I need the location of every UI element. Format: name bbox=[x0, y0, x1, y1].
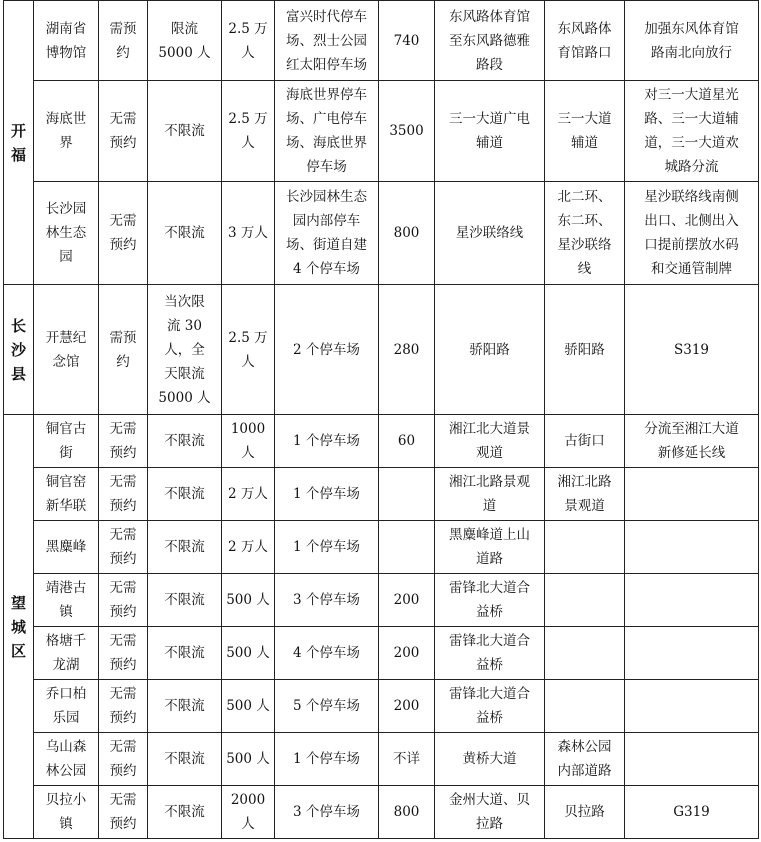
congestion-road-cell: 雷锋北大道合 益桥 bbox=[435, 680, 545, 733]
control-point-cell: 贝拉路 bbox=[545, 786, 625, 839]
venue-name-cell: 贝拉小 镇 bbox=[34, 786, 99, 839]
reservation-cell: 需预 约 bbox=[99, 285, 148, 415]
congestion-road-cell: 湘江北大道景 观道 bbox=[435, 415, 545, 468]
capacity-cell: 1000 人 bbox=[222, 415, 275, 468]
reservation-cell: 无需 预约 bbox=[99, 182, 148, 285]
table-row bbox=[4, 733, 759, 786]
control-point-cell bbox=[545, 521, 625, 574]
table-row bbox=[4, 285, 759, 415]
diversion-measure-cell bbox=[625, 521, 759, 574]
control-point-cell: 湘江北路 景观道 bbox=[545, 468, 625, 521]
parking-spaces-cell bbox=[379, 468, 435, 521]
parking-cell: 1 个停车场 bbox=[275, 468, 379, 521]
parking-cell: 3 个停车场 bbox=[275, 574, 379, 627]
flow-limit-cell: 不限流 bbox=[148, 182, 222, 285]
table-row bbox=[4, 521, 759, 574]
diversion-measure-cell: 加强东风体育馆 路南北向放行 bbox=[625, 1, 759, 81]
capacity-cell: 2.5 万 人 bbox=[222, 285, 275, 415]
flow-limit-cell: 限流 5000 人 bbox=[148, 1, 222, 81]
parking-spaces-cell: 200 bbox=[379, 680, 435, 733]
venue-name-cell: 乌山森 林公园 bbox=[34, 733, 99, 786]
capacity-cell: 500 人 bbox=[222, 680, 275, 733]
table-row bbox=[4, 1, 759, 81]
flow-limit-cell: 不限流 bbox=[148, 680, 222, 733]
parking-spaces-cell: 800 bbox=[379, 786, 435, 839]
diversion-measure-cell: 对三一大道星光 路、三一大道辅 道，三一大道欢 城路分流 bbox=[625, 81, 759, 182]
venue-name-cell: 长沙园 林生态 园 bbox=[34, 182, 99, 285]
diversion-measure-cell: 分流至湘江大道 新修延长线 bbox=[625, 415, 759, 468]
parking-spaces-cell: 3500 bbox=[379, 81, 435, 182]
control-point-cell: 三一大道 辅道 bbox=[545, 81, 625, 182]
congestion-road-cell: 湘江北路景观 道 bbox=[435, 468, 545, 521]
control-point-cell bbox=[545, 627, 625, 680]
district-cell: 望 城 区 bbox=[4, 415, 34, 839]
venue-name-cell: 湖南省 博物馆 bbox=[34, 1, 99, 81]
district-cell: 开 福 bbox=[4, 1, 34, 285]
capacity-cell: 2.5 万 人 bbox=[222, 81, 275, 182]
capacity-cell: 2 万人 bbox=[222, 521, 275, 574]
reservation-cell: 无需 预约 bbox=[99, 627, 148, 680]
capacity-cell: 2000 人 bbox=[222, 786, 275, 839]
reservation-cell: 无需 预约 bbox=[99, 680, 148, 733]
congestion-road-cell: 雷锋北大道合 益桥 bbox=[435, 574, 545, 627]
control-point-cell: 骄阳路 bbox=[545, 285, 625, 415]
table-body bbox=[4, 1, 759, 839]
control-point-cell bbox=[545, 680, 625, 733]
reservation-cell: 无需 预约 bbox=[99, 468, 148, 521]
table-row bbox=[4, 468, 759, 521]
parking-cell: 1 个停车场 bbox=[275, 521, 379, 574]
control-point-cell: 森林公园 内部道路 bbox=[545, 733, 625, 786]
table-row bbox=[4, 786, 759, 839]
parking-cell: 5 个停车场 bbox=[275, 680, 379, 733]
scenic-traffic-table bbox=[3, 0, 759, 839]
diversion-measure-cell bbox=[625, 468, 759, 521]
control-point-cell: 东风路体 育馆路口 bbox=[545, 1, 625, 81]
diversion-measure-cell bbox=[625, 680, 759, 733]
district-cell: 长 沙 县 bbox=[4, 285, 34, 415]
congestion-road-cell: 黑麋峰道上山 道路 bbox=[435, 521, 545, 574]
table-row bbox=[4, 680, 759, 733]
diversion-measure-cell bbox=[625, 733, 759, 786]
flow-limit-cell: 不限流 bbox=[148, 733, 222, 786]
parking-spaces-cell bbox=[379, 521, 435, 574]
congestion-road-cell: 金州大道、贝 拉路 bbox=[435, 786, 545, 839]
table-row bbox=[4, 415, 759, 468]
capacity-cell: 500 人 bbox=[222, 574, 275, 627]
parking-cell: 2 个停车场 bbox=[275, 285, 379, 415]
capacity-cell: 500 人 bbox=[222, 627, 275, 680]
parking-cell: 1 个停车场 bbox=[275, 415, 379, 468]
venue-name-cell: 靖港古 镇 bbox=[34, 574, 99, 627]
venue-name-cell: 格塘千 龙湖 bbox=[34, 627, 99, 680]
capacity-cell: 3 万人 bbox=[222, 182, 275, 285]
table-row bbox=[4, 627, 759, 680]
control-point-cell: 北二环、 东二环、 星沙联络 线 bbox=[545, 182, 625, 285]
parking-spaces-cell: 200 bbox=[379, 574, 435, 627]
capacity-cell: 2 万人 bbox=[222, 468, 275, 521]
parking-cell: 富兴时代停车 场、烈士公园 红太阳停车场 bbox=[275, 1, 379, 81]
flow-limit-cell: 不限流 bbox=[148, 468, 222, 521]
reservation-cell: 无需 预约 bbox=[99, 81, 148, 182]
flow-limit-cell: 不限流 bbox=[148, 627, 222, 680]
parking-spaces-cell: 740 bbox=[379, 1, 435, 81]
control-point-cell bbox=[545, 574, 625, 627]
congestion-road-cell: 星沙联络线 bbox=[435, 182, 545, 285]
diversion-measure-cell bbox=[625, 627, 759, 680]
venue-name-cell: 黑麋峰 bbox=[34, 521, 99, 574]
venue-name-cell: 开慧纪 念馆 bbox=[34, 285, 99, 415]
diversion-measure-cell bbox=[625, 574, 759, 627]
venue-name-cell: 乔口柏 乐园 bbox=[34, 680, 99, 733]
flow-limit-cell: 不限流 bbox=[148, 415, 222, 468]
parking-cell: 海底世界停车 场、广电停车 场、海底世界 停车场 bbox=[275, 81, 379, 182]
diversion-measure-cell: 星沙联络线南侧 出口、北侧出入 口提前摆放水码 和交通管制牌 bbox=[625, 182, 759, 285]
venue-name-cell: 海底世 界 bbox=[34, 81, 99, 182]
parking-spaces-cell: 不详 bbox=[379, 733, 435, 786]
flow-limit-cell: 不限流 bbox=[148, 574, 222, 627]
congestion-road-cell: 黄桥大道 bbox=[435, 733, 545, 786]
reservation-cell: 无需 预约 bbox=[99, 415, 148, 468]
congestion-road-cell: 骄阳路 bbox=[435, 285, 545, 415]
congestion-road-cell: 三一大道广电 辅道 bbox=[435, 81, 545, 182]
parking-spaces-cell: 200 bbox=[379, 627, 435, 680]
table-row bbox=[4, 574, 759, 627]
table-row bbox=[4, 81, 759, 182]
table-row bbox=[4, 182, 759, 285]
capacity-cell: 500 人 bbox=[222, 733, 275, 786]
reservation-cell: 无需 预约 bbox=[99, 786, 148, 839]
reservation-cell: 无需 预约 bbox=[99, 733, 148, 786]
congestion-road-cell: 东风路体育馆 至东风路德雅 路段 bbox=[435, 1, 545, 81]
control-point-cell: 古街口 bbox=[545, 415, 625, 468]
parking-cell: 4 个停车场 bbox=[275, 627, 379, 680]
parking-cell: 3 个停车场 bbox=[275, 786, 379, 839]
parking-cell: 长沙园林生态 园内部停车 场、街道自建 4 个停车场 bbox=[275, 182, 379, 285]
capacity-cell: 2.5 万 人 bbox=[222, 1, 275, 81]
parking-spaces-cell: 280 bbox=[379, 285, 435, 415]
congestion-road-cell: 雷锋北大道合 益桥 bbox=[435, 627, 545, 680]
reservation-cell: 需预 约 bbox=[99, 1, 148, 81]
flow-limit-cell: 当次限 流 30 人，全 天限流 5000 人 bbox=[148, 285, 222, 415]
parking-spaces-cell: 800 bbox=[379, 182, 435, 285]
parking-spaces-cell: 60 bbox=[379, 415, 435, 468]
parking-cell: 1 个停车场 bbox=[275, 733, 379, 786]
flow-limit-cell: 不限流 bbox=[148, 521, 222, 574]
diversion-measure-cell: G319 bbox=[625, 786, 759, 839]
reservation-cell: 无需 预约 bbox=[99, 574, 148, 627]
reservation-cell: 无需 预约 bbox=[99, 521, 148, 574]
diversion-measure-cell: S319 bbox=[625, 285, 759, 415]
flow-limit-cell: 不限流 bbox=[148, 81, 222, 182]
venue-name-cell: 铜官窑 新华联 bbox=[34, 468, 99, 521]
venue-name-cell: 铜官古 街 bbox=[34, 415, 99, 468]
flow-limit-cell: 不限流 bbox=[148, 786, 222, 839]
